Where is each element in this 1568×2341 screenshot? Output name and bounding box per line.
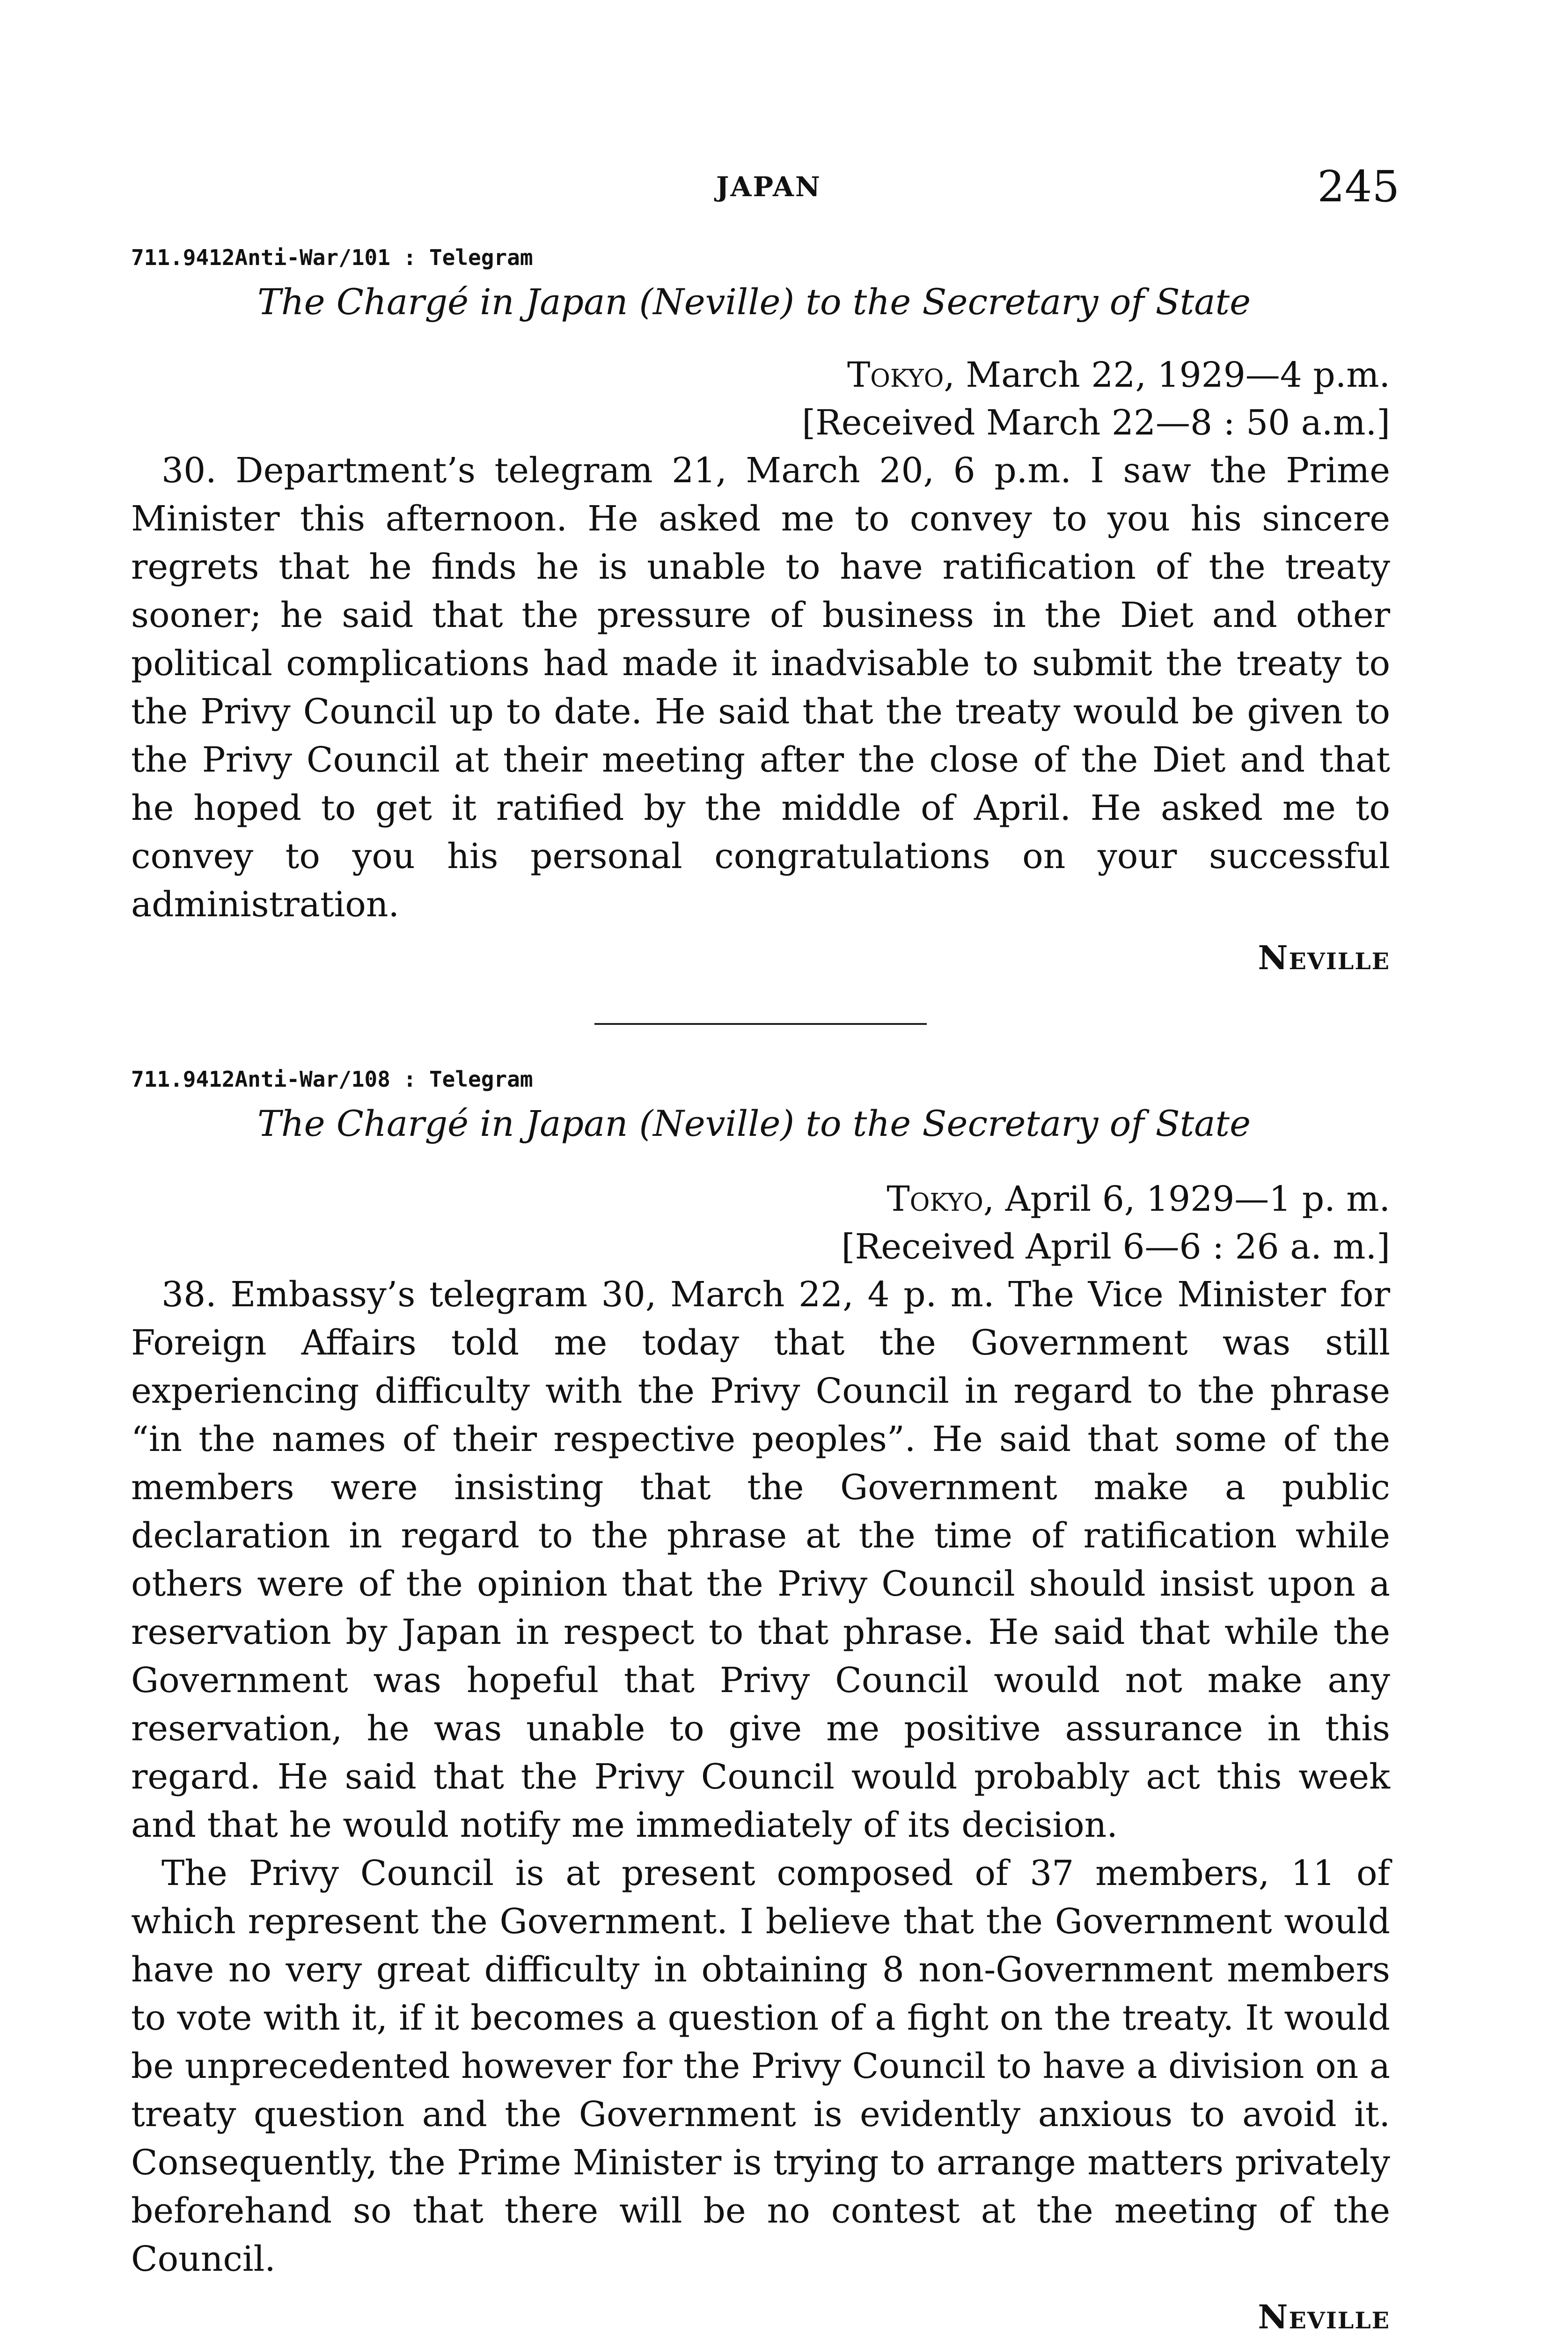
dateline-date: , April 6, 1929—1 p. m. <box>983 1179 1390 1219</box>
signature: Neville <box>1258 938 1390 977</box>
document-heading: The Chargé in Japan (Neville) to the Secretary of State <box>257 1103 1251 1144</box>
running-head <box>0 162 1568 218</box>
dateline-city: Tokyo <box>847 355 944 395</box>
dateline <box>131 1175 1390 1223</box>
received-line: [Received April 6—6 : 26 a. m.] <box>841 1227 1390 1267</box>
paragraph: The Privy Council is at present composed of 37 members, 11 of which represent the Government. I believe that the Government would have no very great difficulty in obtaining 8 non-Government members to vote with it, if it becomes a question of a fight on the treaty. It would be unprecedented however for the Privy Council to have a division on a treaty question and the Government is evidently anxious to avoid it. Consequently, the Prime Minister is trying to arrange matters privately beforehand so that there will be no contest at the meeting of the Council. <box>131 1853 1390 2279</box>
telegram-body <box>131 447 1390 929</box>
telegram-2 <box>131 1065 1390 2336</box>
dateline <box>131 351 1390 399</box>
page-number: 245 <box>1317 162 1399 212</box>
file-reference: 711.9412Anti-War/101 : Telegram <box>131 245 533 270</box>
file-reference: 711.9412Anti-War/108 : Telegram <box>131 1067 533 1092</box>
dateline-city: Tokyo <box>887 1179 983 1219</box>
signature: Neville <box>1258 2297 1390 2336</box>
section-divider <box>594 1023 927 1025</box>
dateline-date: , March 22, 1929—4 p.m. <box>944 355 1390 395</box>
running-title: JAPAN <box>716 171 821 203</box>
telegram-body <box>131 1271 1390 2283</box>
paragraph: 30. Department’s telegram 21, March 20, 6 p.m. I saw the Prime Minister this afternoon. He asked me to convey to you his sincere regrets that he finds he is unable to have ratification of the treaty sooner; he said that the pressure of business in the Diet and other political complications had made it inadvisable to submit the treaty to the Privy Council up to date. He said that the treaty would be given to the Privy Council at their meeting after the close of the Diet and that he hoped to get it ratified by the middle of April. He asked me to convey to you his personal congratulations on your successful administration. <box>131 450 1390 925</box>
telegram-1 <box>131 243 1390 977</box>
received-line: [Received March 22—8 : 50 a.m.] <box>802 403 1390 443</box>
paragraph: 38. Embassy’s telegram 30, March 22, 4 p. m. The Vice Minister for Foreign Affairs told me today that the Government was still experiencing difficulty with the Privy Council in regard to the phrase “in the names of their respective peoples”. He said that some of the members were insisting that the Government make a public declaration in regard to the phrase at the time of ratification while others were of the opinion that the Privy Council should insist upon a reservation by Japan in respect to that phrase. He said that while the Government was hopeful that Privy Council would not make any reservation, he was unable to give me positive assurance in this regard. He said that the Privy Council would probably act this week and that he would notify me immediately of its decision. <box>131 1274 1390 1845</box>
document-heading: The Chargé in Japan (Neville) to the Secretary of State <box>257 281 1251 323</box>
